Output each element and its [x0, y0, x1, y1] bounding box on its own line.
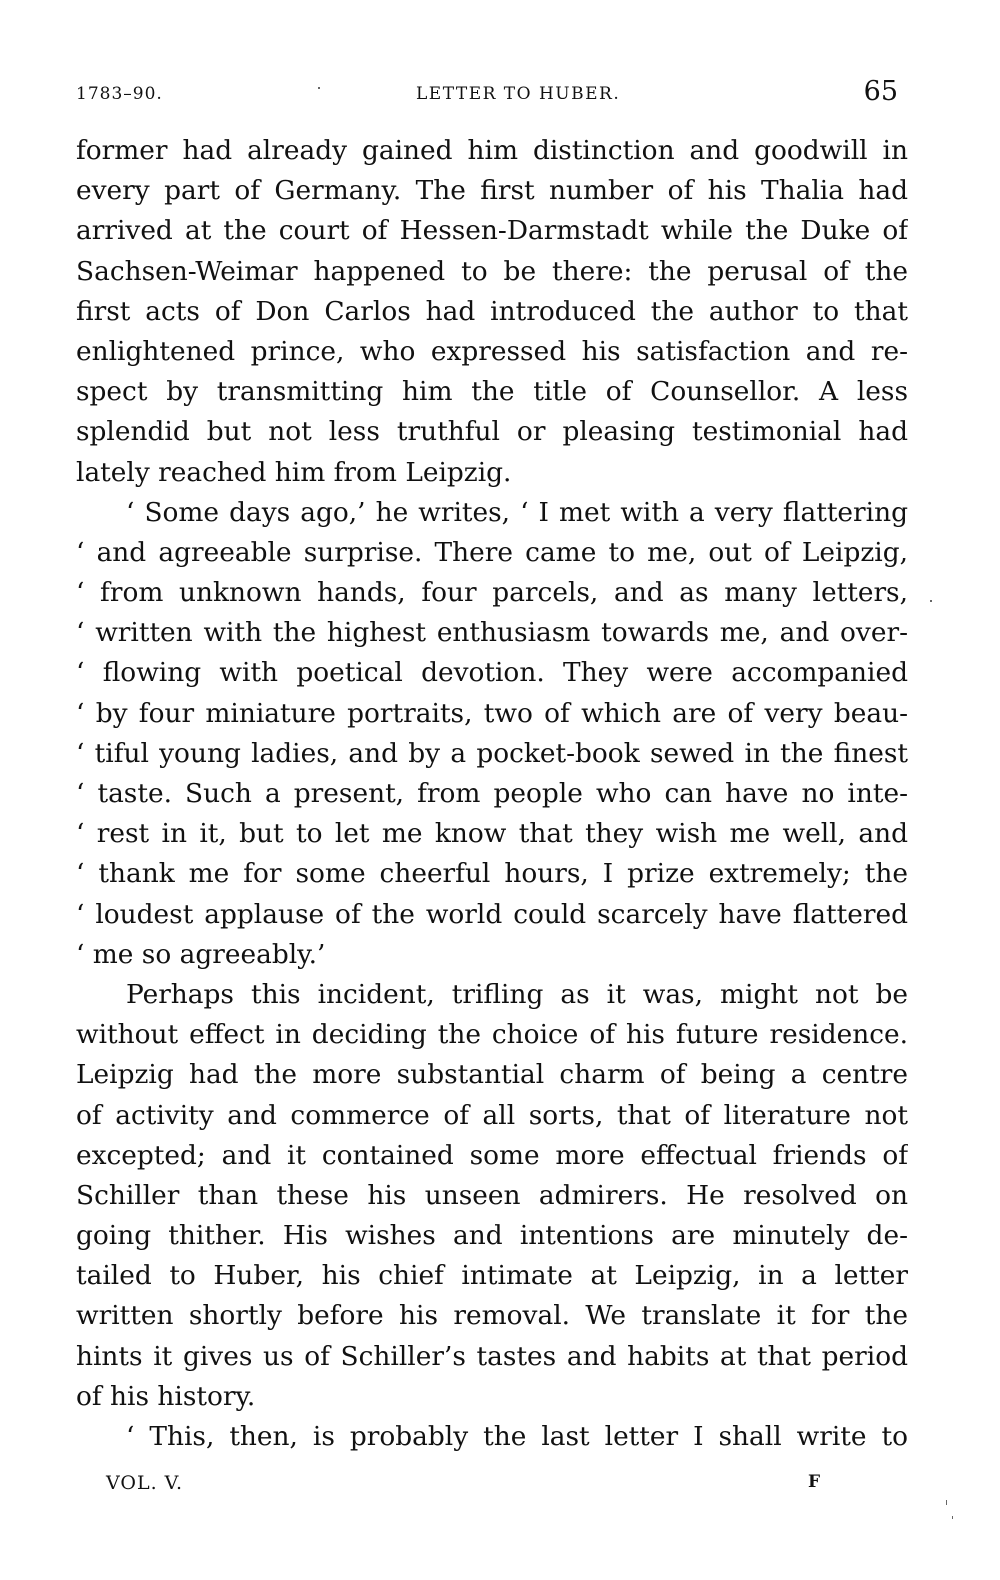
- volume-signature: VOL. V.: [106, 1472, 184, 1494]
- quote-line: ‘ flowing with poetical devotion. They were accompanied: [76, 657, 908, 689]
- quote-line: ‘ from unknown hands, four parcels, and as many letters,: [76, 577, 908, 609]
- text-line: ‘ This, then, is probably the last letter I shall write to: [126, 1421, 908, 1452]
- text-line: without effect in deciding the choice of his future residence.: [76, 1019, 908, 1051]
- text-line: going thither. His wishes and intentions are minutely de-: [76, 1220, 908, 1252]
- text-line: tailed to Huber, his chief intimate at Leipzig, in a letter: [76, 1260, 908, 1292]
- text-line: arrived at the court of Hessen-Darmstadt while the Duke of: [76, 215, 908, 247]
- quote-line: ‘ thank me for some cheerful hours, I prize extremely; the: [76, 858, 908, 890]
- sheet-mark: F: [808, 1472, 822, 1492]
- text-line: of his history.: [76, 1380, 256, 1412]
- text-line: first acts of Don Carlos had introduced the author to that: [76, 295, 908, 327]
- text-line: excepted; and it contained some more effectual friends of: [76, 1139, 908, 1171]
- text-line: every part of Germany. The first number of his Thalia had: [76, 175, 908, 207]
- ink-speck: [930, 600, 932, 602]
- ink-speck: [952, 1516, 953, 1519]
- text-line: Perhaps this incident, trifling as it was, might not be: [126, 978, 908, 1010]
- running-head-years: 1783–90.: [76, 84, 163, 104]
- quote-line: ‘ by four miniature portraits, two of which are of very beau-: [76, 697, 908, 729]
- text-line: Sachsen-Weimar happened to be there: the perusal of the: [76, 255, 908, 287]
- text-line: former had already gained him distinction and goodwill in: [76, 135, 908, 166]
- running-head: [76, 76, 906, 106]
- quote-line: ‘ taste. Such a present, from people who can have no inte-: [76, 778, 908, 809]
- text-line: lately reached him from Leipzig.: [76, 456, 512, 488]
- text-line: spect by transmitting him the title of Counsellor. A less: [76, 376, 908, 408]
- quote-line: ‘ me so agreeably.’: [76, 938, 326, 970]
- quote-line: ‘ rest in it, but to let me know that they wish me well, and: [76, 818, 908, 850]
- ink-speck: [946, 1500, 947, 1505]
- text-line: Leipzig had the more substantial charm of being a centre: [76, 1059, 908, 1091]
- quote-line: ‘ loudest applause of the world could scarcely have flattered: [76, 898, 908, 930]
- quote-line: ‘ written with the highest enthusiasm towards me, and over-: [76, 617, 908, 649]
- body-text: [76, 131, 908, 1457]
- quote-line: ‘ Some days ago,’ he writes, ‘ I met with a very flattering: [126, 496, 908, 528]
- page-number: 65: [863, 76, 898, 107]
- text-line: Schiller than these his unseen admirers. He resolved on: [76, 1179, 908, 1211]
- text-line: hints it gives us of Schiller’s tastes and habits at that period: [76, 1340, 908, 1372]
- text-line: written shortly before his removal. We translate it for the: [76, 1300, 908, 1332]
- text-line: of activity and commerce of all sorts, that of literature not: [76, 1099, 908, 1131]
- text-line: splendid but not less truthful or pleasing testimonial had: [76, 416, 908, 448]
- quote-line: ‘ tiful young ladies, and by a pocket-book sewed in the finest: [76, 737, 908, 769]
- quote-line: ‘ and agreeable surprise. There came to me, out of Leipzig,: [76, 536, 908, 568]
- running-head-title: LETTER TO HUBER.: [416, 84, 621, 104]
- text-line: enlightened prince, who expressed his satisfaction and re-: [76, 335, 908, 367]
- page-footer: [106, 1472, 826, 1502]
- ink-speck: [318, 87, 320, 89]
